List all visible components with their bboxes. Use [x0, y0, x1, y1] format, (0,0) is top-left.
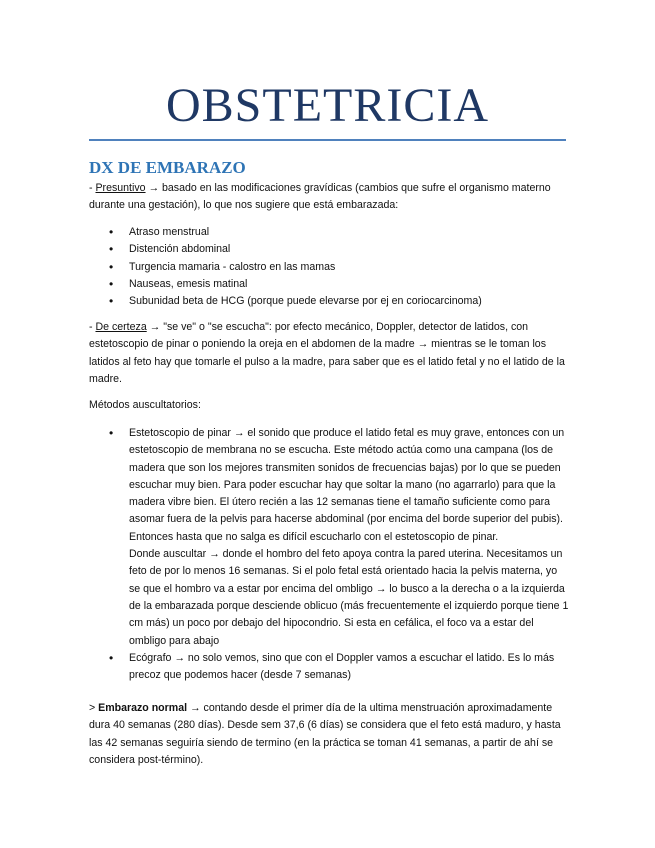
list-item: • Nauseas, emesis matinal — [89, 276, 569, 293]
list-item: • Subunidad beta de HCG (porque puede elevarse por ej en coriocarcinoma) — [89, 293, 569, 310]
certeza-paragraph — [89, 319, 569, 388]
list-item: • Distención abdominal — [89, 241, 569, 258]
metodos-label: Métodos auscultatorios: — [89, 399, 201, 411]
embarazo-normal-paragraph — [89, 700, 569, 769]
pinar-description: • Estetoscopio de pinar → el sonido que produce el latido fetal es muy grave, entonces con un estetoscopio de membrana no se escucha. Este método actúa como una campana (los de madera que son los mejores transmiten sonidos de frecuencias bajas) por lo que se pueden escuchar muy bien. Para poder escuchar hay que soltar la mano (no agarrarlo) para que la madera vibre bien. El útero recién a las 12 semanas tiene el tamaño suficiente como para asomar fuera de la pelvis para hacerse abdominal (por encima del borde superior del pubis). Entonces hasta que no salga es difícil escucharlo con el estetoscopio de pinar. — [129, 427, 565, 543]
title-underline — [89, 139, 566, 141]
normal-term: Embarazo normal — [98, 702, 188, 714]
metodos-list — [89, 425, 569, 684]
certeza-prefix: - — [89, 321, 96, 333]
presuntivo-paragraph — [89, 180, 569, 215]
normal-prefix: > — [89, 702, 99, 714]
list-item: • Atraso menstrual — [89, 224, 569, 241]
presuntivo-prefix: - — [89, 182, 96, 194]
presuntivo-term: Presuntivo — [95, 182, 146, 194]
normal-text: → contando desde el primer día de la ultima menstruación aproximadamente dura 40 semanas (280 días). Desde sem 37,6 (6 días) se considera que el feto está maduro, y hasta las 42 semanas seguiría siendo de termino (en la práctica se toman 41 semanas, a partir de ahí se considera post-término). — [89, 702, 561, 766]
presuntivo-text: → basado en las modificaciones gravídicas (cambios que sufre el organismo materno durante una gestación), lo que nos sugiere que está embarazada: — [89, 182, 551, 212]
signos-list — [89, 224, 569, 310]
certeza-text: → "se ve" o "se escucha": por efecto mecánico, Doppler, detector de latidos, con estetoscopio de pinar o poniendo la oreja en el abdomen de la madre → mientras se le toman los latidos al feto hay que tomarle el pulso a la madre, para saber que es el latido fetal y no el latido de la madre. — [89, 321, 565, 385]
list-item: • Turgencia mamaria - calostro en las mamas — [89, 259, 569, 276]
list-item-pinar — [89, 425, 569, 650]
certeza-term: De certeza — [95, 321, 147, 333]
section-heading: DX DE EMBARAZO — [89, 158, 246, 177]
list-item-ecografo: • Ecógrafo → no solo vemos, sino que con el Doppler vamos a escuchar el latido. Es lo más precoz que podemos hacer (desde 7 semanas) — [89, 650, 569, 685]
donde-auscultar: Donde auscultar → donde el hombro del feto apoya contra la pared uterina. Necesitamos un feto de por lo menos 16 semanas. Si el polo fetal está orientado hacia la pelvis materna, yo se que el hombro va a estar por encima del ombligo → lo busco a la derecha o a la izquierda de la embarazada porque desciende oblicuo (más frecuentemente el izquierdo porque tiene 1 cm más) un poco por debajo del hipocondrio. Si esta en cefálica, el foco va a estar del ombligo para abajo — [129, 548, 569, 647]
document-title: OBSTETRICIA — [166, 79, 489, 132]
